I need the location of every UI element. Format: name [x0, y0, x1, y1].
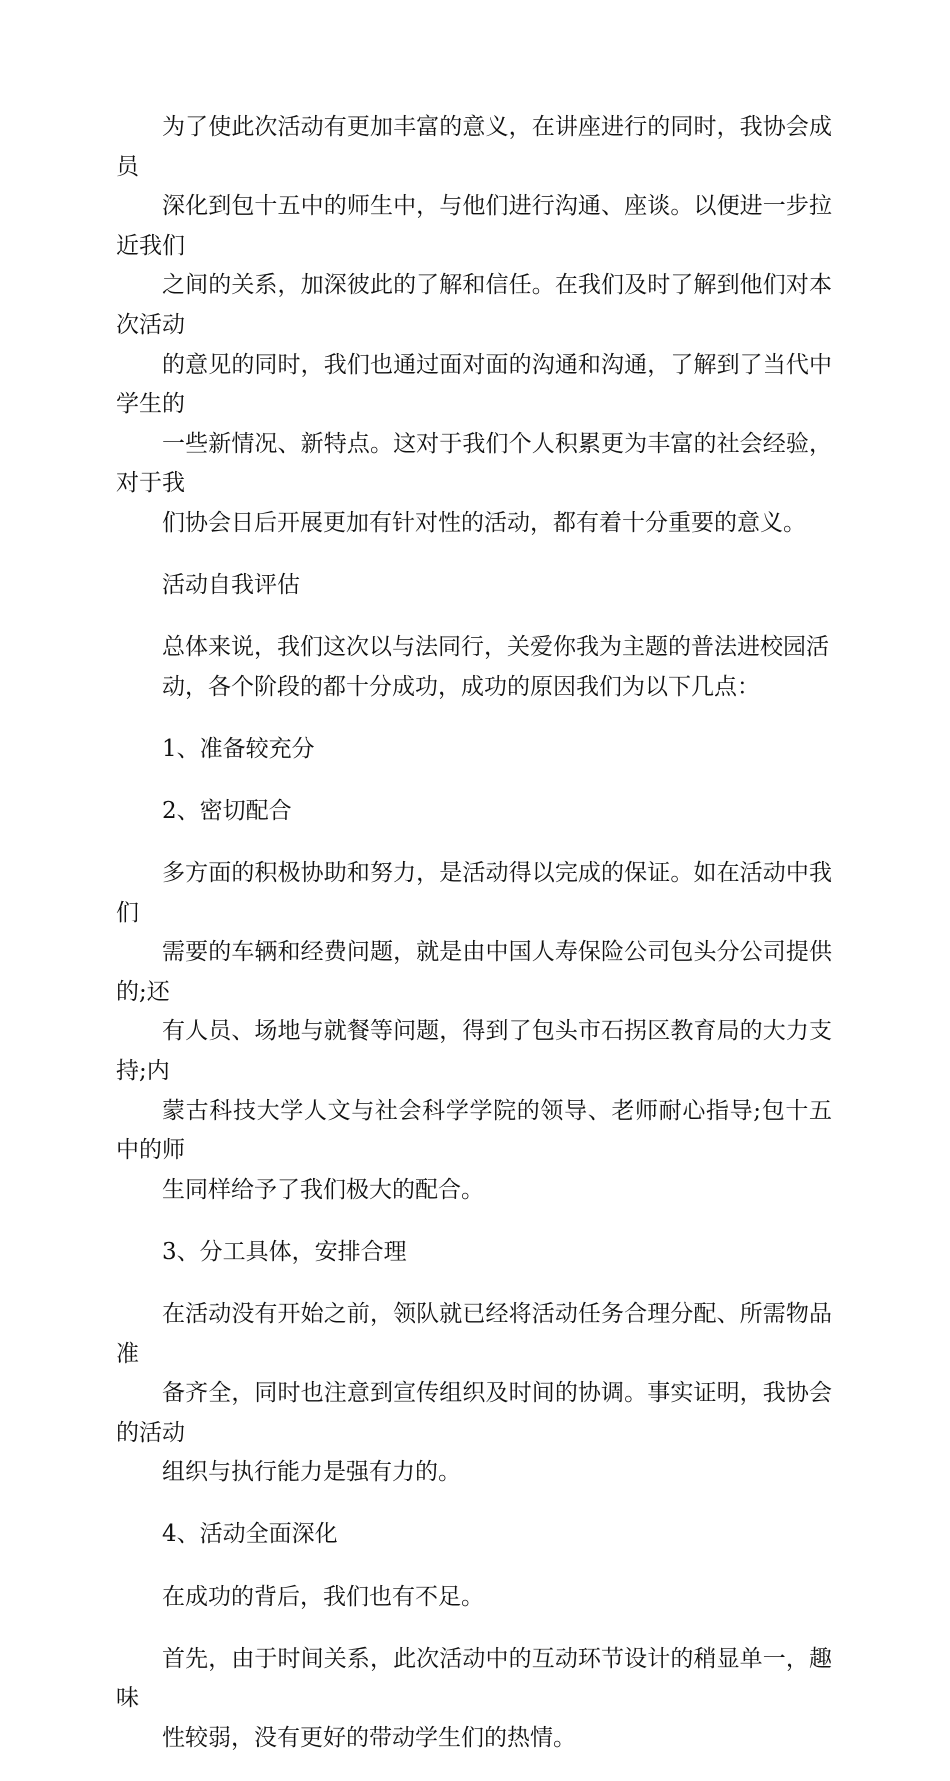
list-item-preparation [116, 730, 832, 770]
section-heading-self-evaluation [116, 566, 832, 606]
document-body [116, 108, 832, 1781]
text-line: 在活动没有开始之前，领队就已经将活动任务合理分配、所需物品准 [116, 1300, 832, 1367]
text-line: 总体来说，我们这次以与法同行，关爱你我为主题的普法进校园活 [162, 634, 829, 661]
text-line: 蒙古科技大学人文与社会科学学院的领导、老师耐心指导;包十五中的师 [116, 1097, 832, 1164]
paragraph-overall-summary [116, 628, 832, 707]
text-line: 们协会日后开展更加有针对性的活动，都有着十分重要的意义。 [162, 509, 806, 536]
text-line: 组织与执行能力是强有力的。 [162, 1459, 461, 1486]
text-line: 之间的关系，加深彼此的了解和信任。在我们及时了解到他们对本次活动 [116, 272, 832, 338]
text-line: 首先，由于时间关系，此次活动中的互动环节设计的稍显单一，趣味 [116, 1645, 832, 1712]
text-line: 深化到包十五中的师生中，与他们进行沟通、座谈。以便进一步拉近我们 [116, 193, 832, 259]
text-line: 1、准备较充分 [162, 735, 315, 762]
paragraph-cooperation-detail [116, 854, 832, 1210]
text-line: 在成功的背后，我们也有不足。 [162, 1583, 484, 1610]
text-line: 3、分工具体，安排合理 [162, 1238, 407, 1265]
text-line: 2、密切配合 [162, 797, 292, 824]
text-line: 生同样给予了我们极大的配合。 [162, 1176, 484, 1203]
text-line: 需要的车辆和经费问题，就是由中国人寿保险公司包头分公司提供的;还 [116, 939, 832, 1005]
list-item-cooperation [116, 792, 832, 832]
paragraph-interview-exchange [116, 108, 832, 544]
text-line: 的意见的同时，我们也通过面对面的沟通和沟通，了解到了当代中学生的 [116, 351, 832, 418]
text-line: 4、活动全面深化 [162, 1521, 338, 1548]
list-item-deepening [116, 1515, 832, 1555]
list-item-division-of-labor [116, 1233, 832, 1273]
text-line: 备齐全，同时也注意到宣传组织及时间的协调。事实证明，我协会的活动 [116, 1380, 832, 1446]
text-line: 一些新情况、新特点。这对于我们个人积累更为丰富的社会经验，对于我 [116, 430, 832, 497]
text-line: 活动自我评估 [162, 572, 300, 599]
text-line: 为了使此次活动有更加丰富的意义，在讲座进行的同时，我协会成员 [116, 114, 832, 180]
paragraph-division-detail [116, 1295, 832, 1493]
text-line: 有人员、场地与就餐等问题，得到了包头市石拐区教育局的大力支持;内 [116, 1018, 832, 1084]
text-line: 性较弱，没有更好的带动学生们的热情。 [162, 1724, 576, 1751]
text-line: 动，各个阶段的都十分成功，成功的原因我们为以下几点： [162, 673, 760, 700]
paragraph-shortcomings-intro [116, 1578, 832, 1618]
text-line: 多方面的积极协助和努力，是活动得以完成的保证。如在活动中我们 [116, 860, 832, 926]
paragraph-first-shortcoming [116, 1640, 832, 1759]
